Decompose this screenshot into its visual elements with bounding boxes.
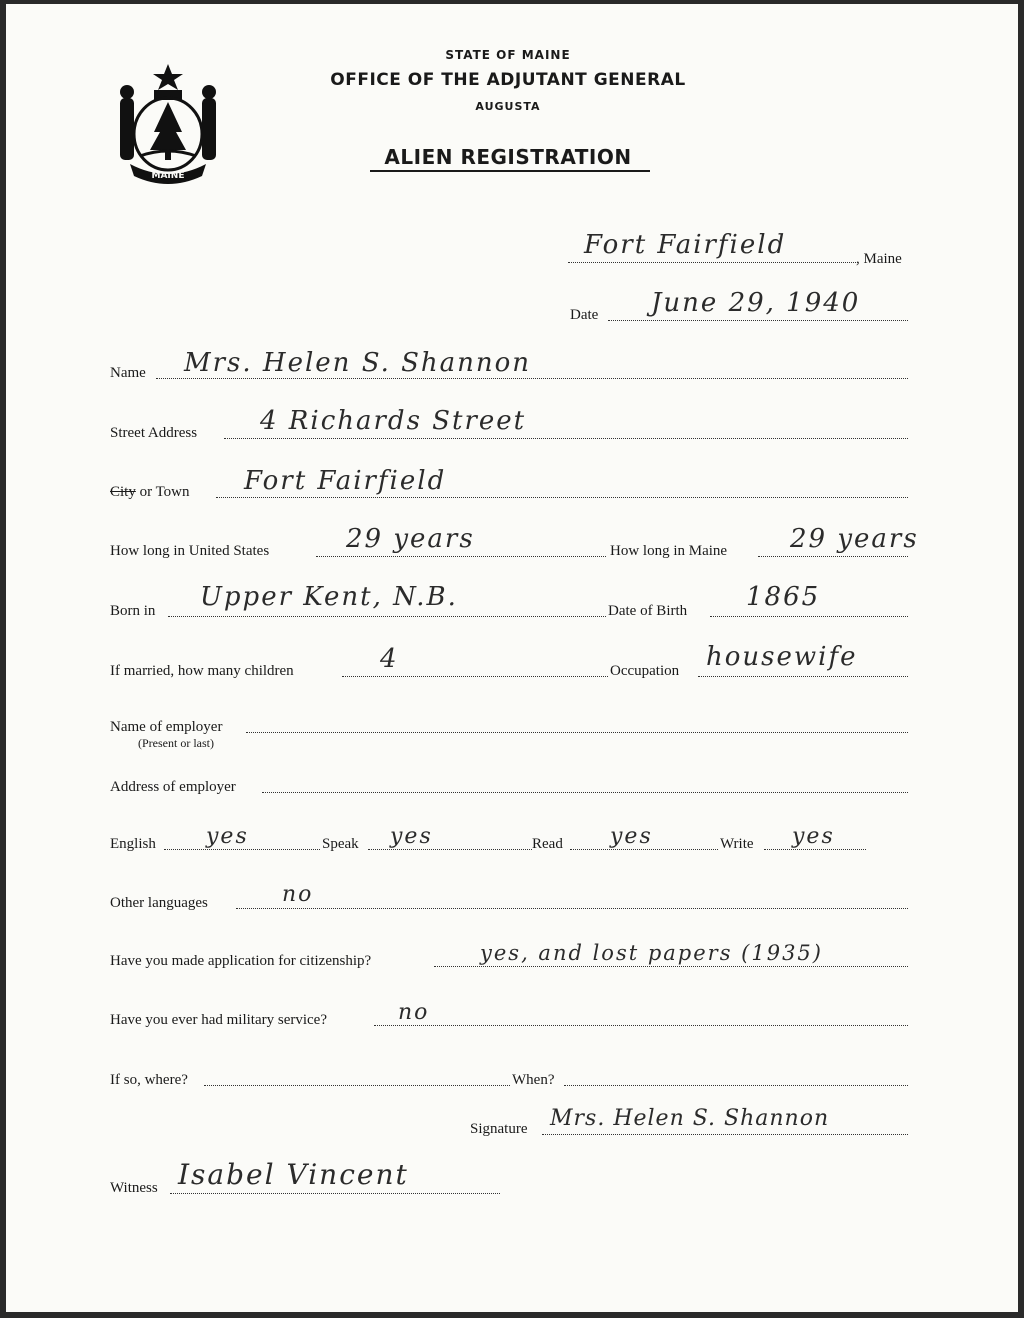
read-label: Read <box>532 836 563 852</box>
speak-value: yes <box>390 824 433 849</box>
occupation-value: housewife <box>706 642 858 672</box>
how-long-us-label: How long in United States <box>110 543 270 559</box>
children-value: 4 <box>380 644 399 674</box>
english-value: yes <box>206 824 249 849</box>
how-long-us-line <box>316 556 606 557</box>
witness-label: Witness <box>110 1180 158 1196</box>
name-line <box>156 378 908 379</box>
name-label: Name <box>110 365 146 381</box>
date-line <box>608 320 908 321</box>
english-label: English <box>110 836 156 852</box>
date-label: Date <box>570 307 599 323</box>
how-long-us-value: 29 years <box>346 524 475 554</box>
how-long-maine-label: How long in Maine <box>610 543 728 559</box>
header-state: STATE OF MAINE <box>445 48 571 62</box>
city-line <box>216 497 908 498</box>
header-office: OFFICE OF THE ADJUTANT GENERAL <box>330 70 686 90</box>
other-languages-line <box>236 908 908 909</box>
title-underline <box>370 170 650 172</box>
speak-label: Speak <box>322 836 359 852</box>
street-value: 4 Richards Street <box>260 406 527 436</box>
write-label: Write <box>720 836 754 852</box>
children-line <box>342 676 608 677</box>
when-label: When? <box>512 1072 555 1088</box>
born-in-value: Upper Kent, N.B. <box>200 582 458 612</box>
employer-name-line <box>246 732 908 733</box>
occupation-line <box>698 676 908 677</box>
state-label: , Maine <box>856 251 902 267</box>
registration-form <box>6 4 1018 1312</box>
town-value: Fort Fairfield <box>584 230 787 260</box>
citizenship-label: Have you made application for citizenship? <box>110 953 372 969</box>
town-line <box>568 262 856 263</box>
seal-banner-text: MAINE <box>151 171 185 181</box>
signature-label: Signature <box>470 1121 528 1137</box>
city-label <box>110 483 190 501</box>
military-value: no <box>398 1000 430 1025</box>
employer-address-label: Address of employer <box>110 779 236 795</box>
date-of-birth-label: Date of Birth <box>608 603 688 619</box>
if-so-where-line <box>204 1085 510 1086</box>
children-label: If married, how many children <box>110 663 294 679</box>
city-word: City <box>110 484 136 500</box>
military-label: Have you ever had military service? <box>110 1012 327 1028</box>
name-value: Mrs. Helen S. Shannon <box>184 348 532 378</box>
military-line <box>374 1025 908 1026</box>
city-value: Fort Fairfield <box>244 466 447 496</box>
witness-value: Isabel Vincent <box>178 1158 409 1191</box>
occupation-label: Occupation <box>610 663 680 679</box>
write-value: yes <box>792 824 835 849</box>
other-languages-label: Other languages <box>110 895 208 911</box>
employer-note: (Present or last) <box>138 736 214 750</box>
date-of-birth-value: 1865 <box>746 582 821 612</box>
street-label: Street Address <box>110 425 198 441</box>
when-line <box>564 1085 908 1086</box>
header-city: AUGUSTA <box>475 100 541 113</box>
signature-value: Mrs. Helen S. Shannon <box>550 1106 830 1131</box>
employer-name-label: Name of employer <box>110 719 223 735</box>
how-long-maine-line <box>758 556 908 557</box>
date-value: June 29, 1940 <box>651 288 861 318</box>
other-languages-value: no <box>282 882 314 907</box>
born-in-line <box>168 616 606 617</box>
born-in-label: Born in <box>110 603 156 619</box>
if-so-where-label: If so, where? <box>110 1072 188 1088</box>
date-of-birth-line <box>710 616 908 617</box>
or-town-word: or Town <box>135 484 190 500</box>
employer-address-line <box>262 792 908 793</box>
signature-line <box>542 1134 908 1135</box>
street-line <box>224 438 908 439</box>
how-long-maine-value: 29 years <box>790 524 919 554</box>
witness-line <box>170 1193 500 1194</box>
form-title: ALIEN REGISTRATION <box>384 145 632 169</box>
read-value: yes <box>610 824 653 849</box>
citizenship-value: yes, and lost papers (1935) <box>480 941 823 965</box>
